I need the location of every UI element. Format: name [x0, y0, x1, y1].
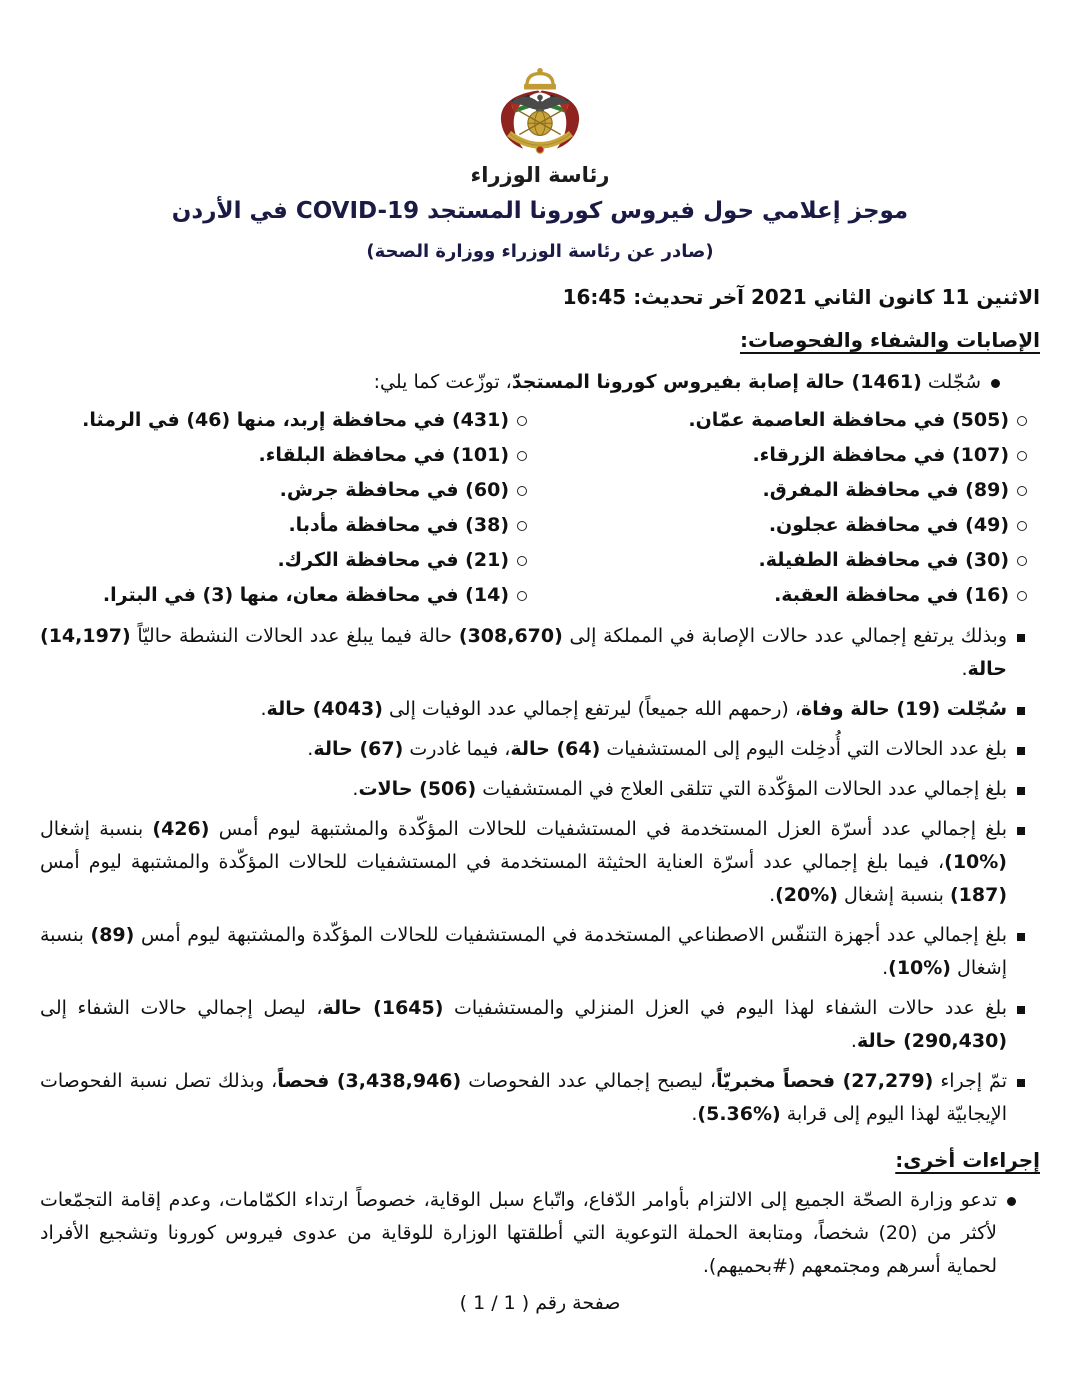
circle-bullet-icon — [517, 591, 527, 601]
circle-bullet-icon — [517, 486, 527, 496]
statistic-item — [40, 992, 1040, 1058]
governorate-item-text: (14) في محافظة معان، منها (3) في البترا. — [102, 584, 509, 606]
statistic-text: تمّ إجراء (27,279) فحصاً مخبريّاً، ليصبح إجمالي عدد الفحوصات (3,438,946) فحصاً، وبذلك تصل نسبة الفحوصات الإيجابيّة لهذا اليوم إلى قرابة (%5.36). — [40, 1070, 1007, 1125]
governorate-item-text: (49) في محافظة عجلون. — [768, 514, 1009, 536]
circle-bullet-icon — [517, 451, 527, 461]
jordan-coat-of-arms-icon — [465, 64, 615, 160]
governorate-item-text: (89) في محافظة المفرق. — [762, 479, 1009, 501]
statistic-item — [40, 773, 1040, 806]
square-bullet-icon — [1017, 933, 1025, 941]
statistic-item — [40, 919, 1040, 985]
governorate-item — [40, 578, 540, 613]
governorate-item — [540, 473, 1040, 508]
circle-bullet-icon — [1017, 556, 1027, 566]
governorate-item-text: (38) في محافظة مأدبا. — [288, 514, 509, 536]
health-ministry-advice-text: تدعو وزارة الصحّة الجميع إلى الالتزام بأوامر الدّفاع، واتّباع سبل الوقاية، خصوصاً ارتداء الكمّامات، وعدم إقامة التجمّعات لأكثر من (20) شخصاً، ومتابعة الحملة التوعوية التي أطلقتها الوزارة للوقاية من عدوى فيروس كورونا وتشجيع الأفراد لحماية أسرهم ومجتمعهم (#بحميهم). — [40, 1189, 997, 1277]
governorate-item — [40, 438, 540, 473]
governorate-item-text: (21) في محافظة الكرك. — [277, 549, 509, 571]
statistic-text: بلغ عدد حالات الشفاء لهذا اليوم في العزل المنزلي والمستشفيات (1645) حالة، ليصل إجمالي حالات الشفاء إلى (290,430) حالة. — [40, 997, 1007, 1052]
new-cases-summary-text: سُجّلت (1461) حالة إصابة بفيروس كورونا المستجدّ، توزّعت كما يلي: — [373, 371, 981, 393]
governorate-item-text: (30) في محافظة الطفيلة. — [758, 549, 1009, 571]
square-bullet-icon — [1017, 747, 1025, 755]
circle-bullet-icon — [517, 416, 527, 426]
square-bullet-icon — [1017, 787, 1025, 795]
statistic-item — [40, 1065, 1040, 1131]
square-bullet-icon — [1017, 1079, 1025, 1087]
statistic-text: بلغ إجمالي عدد أسرّة العزل المستخدمة في المستشفيات للحالات المؤكّدة والمشتبهة ليوم أمس (426) بنسبة إشغال (%10)، فيما بلغ إجمالي عدد أسرّة العناية الحثيثة المستخدمة في المستشفيات للحالات المؤكّدة والمشتبهة ليوم أمس (187) بنسبة إشغال (%20). — [40, 818, 1007, 906]
circle-bullet-icon — [1017, 591, 1027, 601]
governorate-item-text: (16) في محافظة العقبة. — [774, 584, 1009, 606]
statistic-text: بلغ عدد الحالات التي أُدخِلت اليوم إلى المستشفيات (64) حالة، فيما غادرت (67) حالة. — [307, 738, 1007, 760]
governorate-item — [540, 403, 1040, 438]
new-cases-summary-item — [40, 366, 1040, 399]
circle-bullet-icon — [517, 556, 527, 566]
governorate-column-left — [40, 403, 540, 613]
governorate-item — [540, 438, 1040, 473]
governorate-item — [40, 508, 540, 543]
governorate-item — [40, 473, 540, 508]
statistic-text: بلغ إجمالي عدد الحالات المؤكّدة التي تتلقى العلاج في المستشفيات (506) حالات. — [352, 778, 1007, 800]
statistics-paragraphs — [40, 620, 1040, 1131]
governorate-item-text: (101) في محافظة البلقاء. — [258, 444, 509, 466]
date-line: الاثنين 11 كانون الثاني 2021 آخر تحديث: 16:45 — [562, 285, 1040, 309]
circle-bullet-icon — [1017, 521, 1027, 531]
page-subtitle: (صادر عن رئاسة الوزراء ووزارة الصحة) — [366, 241, 714, 262]
disc-bullet-icon — [1007, 1197, 1016, 1206]
governorate-item-text: (107) في محافظة الزرقاء. — [752, 444, 1009, 466]
logo-caption: رئاسة الوزراء — [470, 163, 610, 187]
statistic-item — [40, 733, 1040, 766]
governorate-breakdown — [40, 403, 1040, 613]
square-bullet-icon — [1017, 634, 1025, 642]
governorate-item-text: (60) في محافظة جرش. — [279, 479, 509, 501]
governorate-item — [40, 543, 540, 578]
governorate-item-text: (431) في محافظة إربد، منها (46) في الرمثا. — [82, 409, 509, 431]
governorate-item — [40, 403, 540, 438]
document-header-logo — [40, 64, 1040, 188]
statistic-item — [40, 620, 1040, 686]
statistic-text: وبذلك يرتفع إجمالي عدد حالات الإصابة في المملكة إلى (308,670) حالة فيما يبلغ عدد الحالات النشطة حاليّاً (14,197) حالة. — [40, 625, 1008, 680]
statistic-text: سُجّلت (19) حالة وفاة، (رحمهم الله جميعاً) ليرتفع إجمالي عدد الوفيات إلى (4043) حالة. — [260, 698, 1007, 720]
governorate-item — [540, 578, 1040, 613]
circle-bullet-icon — [1017, 451, 1027, 461]
circle-bullet-icon — [1017, 416, 1027, 426]
square-bullet-icon — [1017, 827, 1025, 835]
statistic-item — [40, 693, 1040, 726]
statistic-item — [40, 813, 1040, 912]
health-ministry-advice-item — [40, 1184, 1040, 1283]
page-title: موجز إعلامي حول فيروس كورونا المستجد COVID-19 في الأردن — [171, 198, 909, 224]
governorate-column-right — [540, 403, 1040, 613]
governorate-item-text: (505) في محافظة العاصمة عمّان. — [688, 409, 1009, 431]
page-number-footer: صفحة رقم ( 1 / 1 ) — [459, 1292, 621, 1314]
governorate-item — [540, 508, 1040, 543]
governorate-item — [540, 543, 1040, 578]
statistic-text: بلغ إجمالي عدد أجهزة التنفّس الاصطناعي المستخدمة في المستشفيات للحالات المؤكّدة والمشتبهة ليوم أمس (89) بنسبة إشغال (%10). — [40, 924, 1007, 979]
square-bullet-icon — [1017, 707, 1025, 715]
square-bullet-icon — [1017, 1006, 1025, 1014]
circle-bullet-icon — [1017, 486, 1027, 496]
circle-bullet-icon — [517, 521, 527, 531]
disc-bullet-icon — [991, 379, 1000, 388]
section-heading-cases: الإصابات والشفاء والفحوصات: — [740, 328, 1040, 352]
section-heading-other-measures: إجراءات أخرى: — [895, 1148, 1040, 1172]
